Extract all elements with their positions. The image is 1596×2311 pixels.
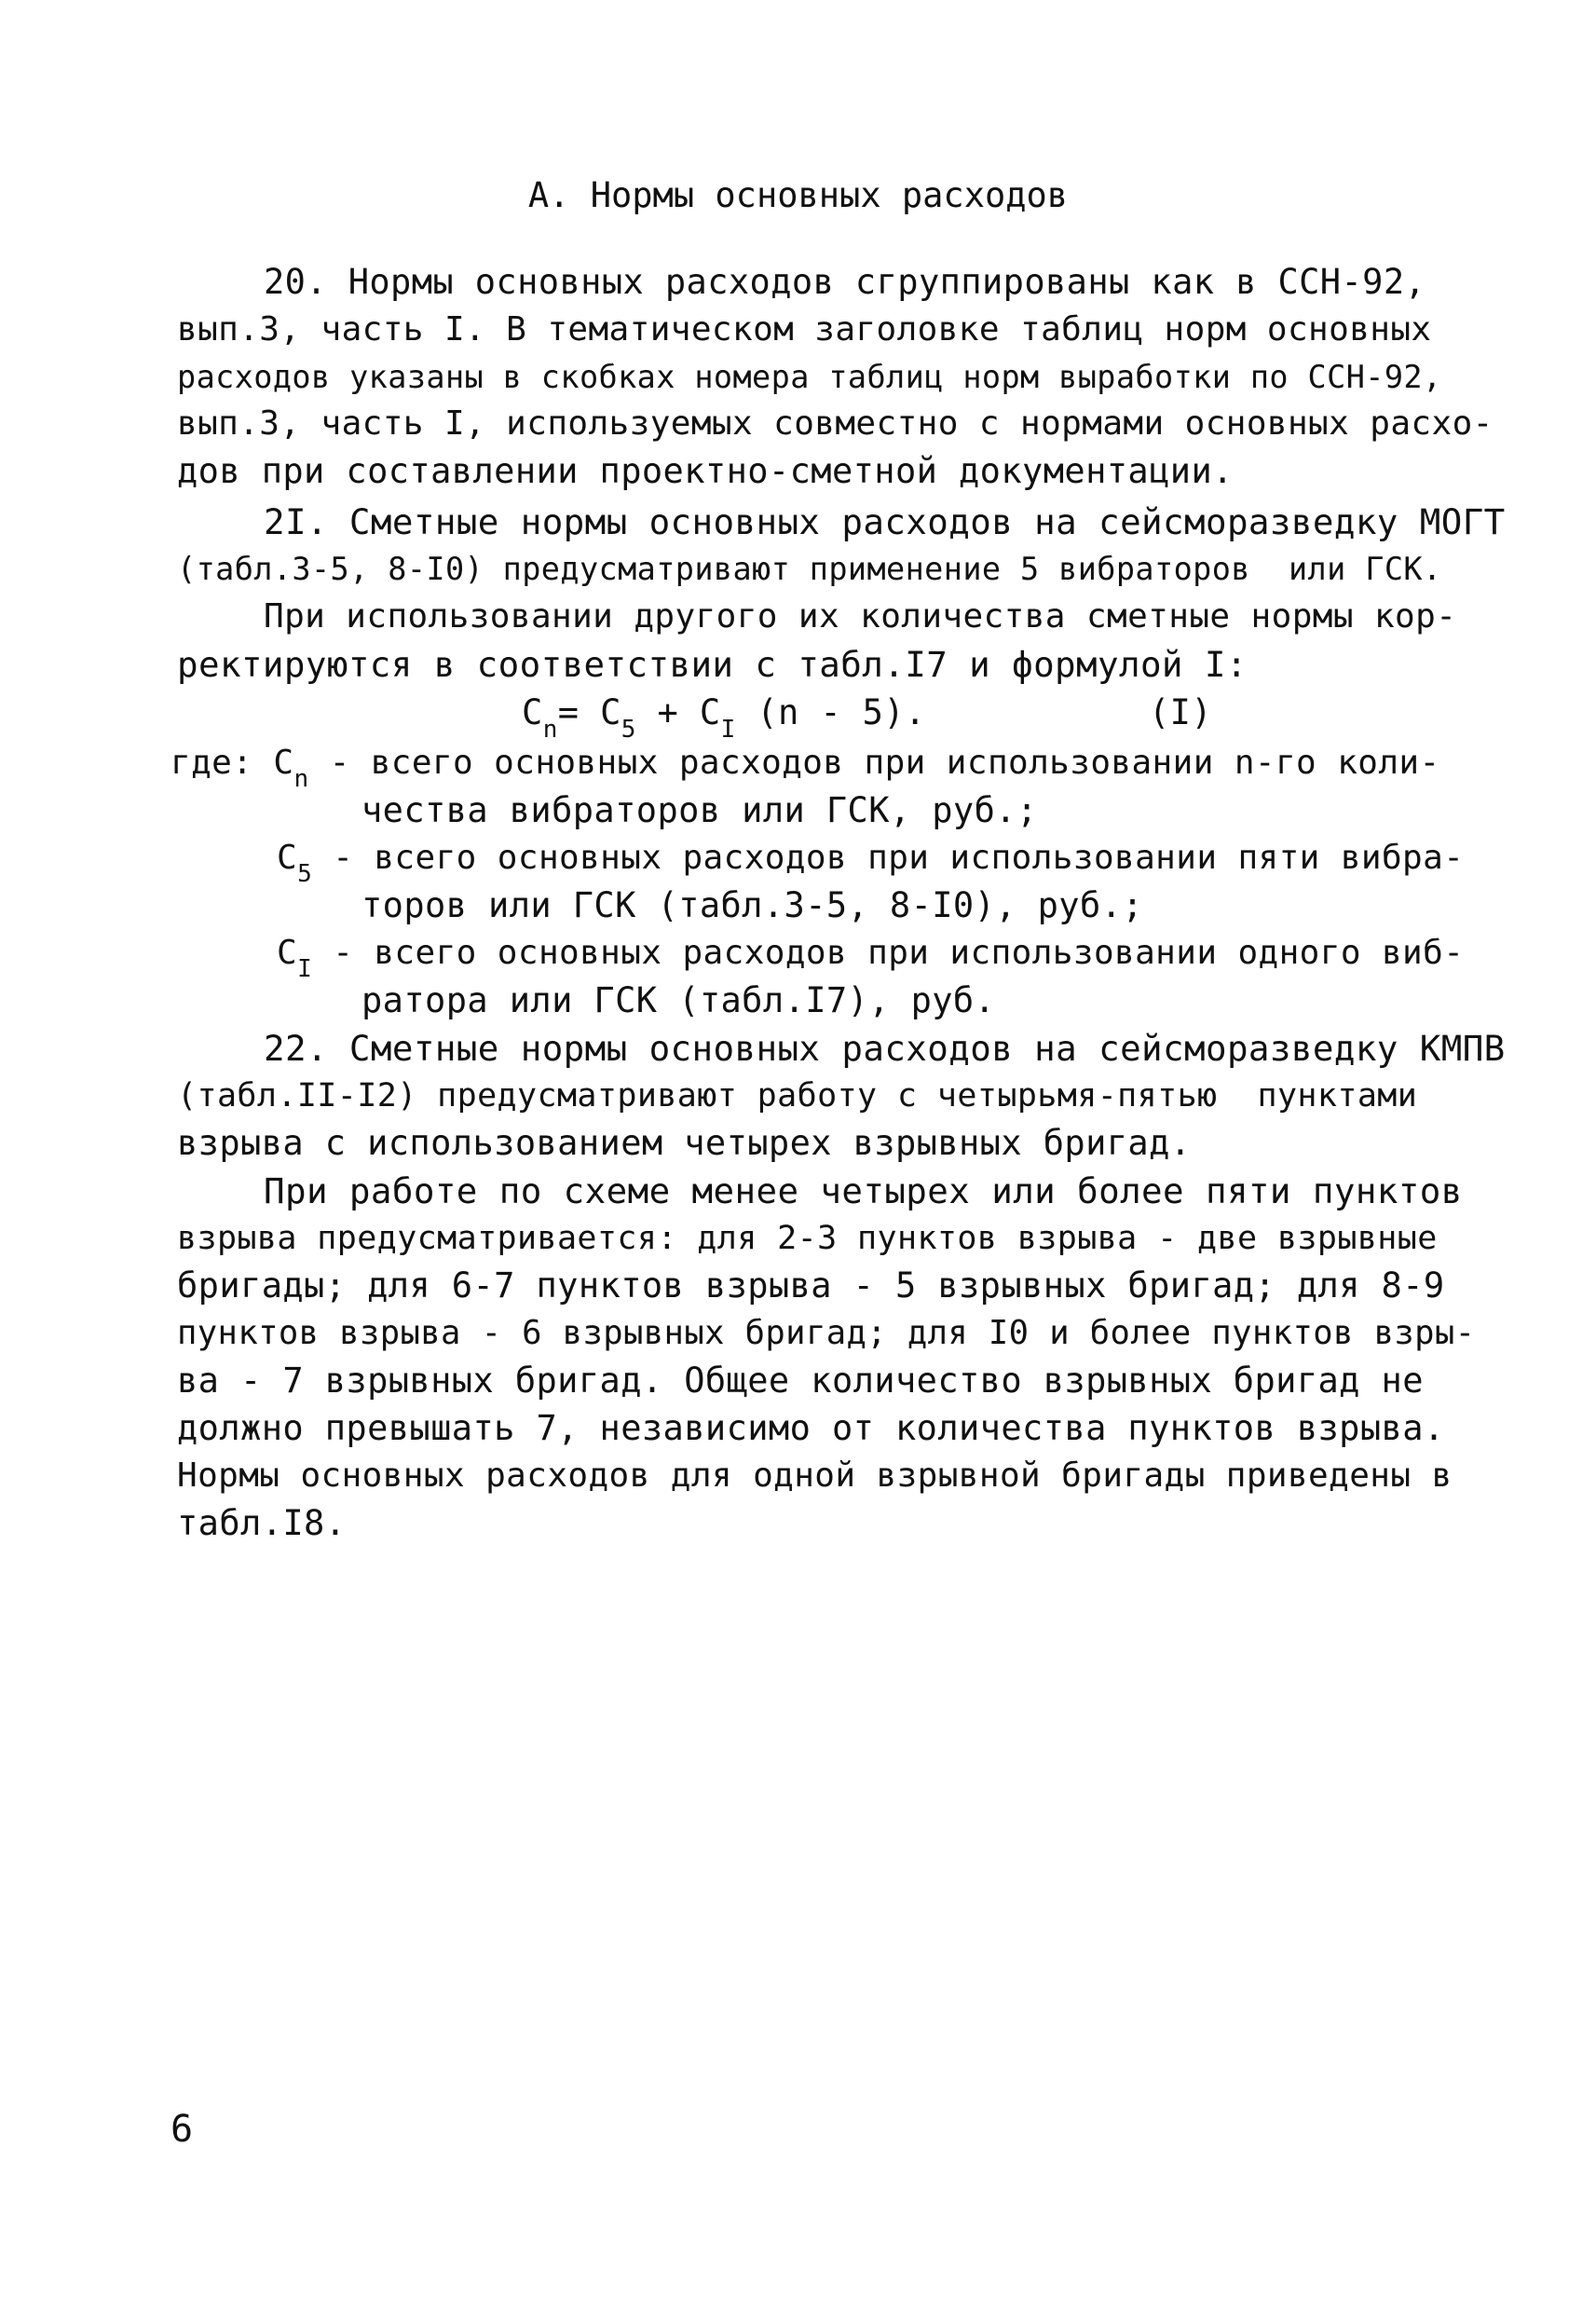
paragraph-20-line-3: расходов указаны в скобках номера таблиц норм выработки по ССН-92, bbox=[177, 359, 1442, 395]
paragraph-22-line-3: взрыва с использованием четырех взрывных бригад. bbox=[177, 1123, 1192, 1163]
paragraph-22b-line-5: ва - 7 взрывных бригад. Общее количество взрывных бригад не bbox=[177, 1361, 1424, 1401]
paragraph-22b-line-6: должно превышать 7, независимо от количества пунктов взрыва. bbox=[177, 1408, 1445, 1448]
paragraph-20-line-2: вып.3, часть I. В тематическом заголовке таблиц норм основных bbox=[177, 310, 1432, 349]
formula-plus: + C bbox=[635, 692, 721, 732]
formula-tail: (n - 5). bbox=[735, 692, 926, 732]
paragraph-22b-line-1: При работе по схеме менее четырех или более пяти пунктов bbox=[264, 1170, 1463, 1211]
formula bbox=[522, 690, 926, 744]
definition-cn-line-2: чества вибраторов или ГСК, руб.; bbox=[361, 790, 1038, 830]
definition-c1-line-1: $C_I$ - всего основных расходов при использовании одного виб- bbox=[277, 934, 1465, 983]
paragraph-21-line-4: ректируются в соответствии с табл.I7 и формулой I: bbox=[177, 644, 1248, 685]
paragraph-20-line-1: 20. Нормы основных расходов сгруппированы как в ССН-92, bbox=[264, 262, 1426, 302]
formula-eq: = C bbox=[557, 692, 621, 732]
paragraph-22b-line-7: Нормы основных расходов для одной взрывной бригады приведены в bbox=[177, 1456, 1453, 1495]
paragraph-22b-line-3: бригады; для 6-7 пунктов взрыва - 5 взрывных бригад; для 8-9 bbox=[177, 1265, 1445, 1306]
paragraph-22-line-1: 22. Сметные нормы основных расходов на сейсморазведку КМПВ bbox=[264, 1028, 1506, 1069]
definition-c5-line-1: $C_5$ - всего основных расходов при использовании пяти вибра- bbox=[277, 839, 1465, 888]
paragraph-20-line-5: дов при составлении проектно-сметной документации. bbox=[177, 451, 1234, 491]
paragraph-21-line-1: 2I. Сметные нормы основных расходов на сейсморазведку МОГТ bbox=[264, 501, 1506, 542]
formula-c5-sub: 5 bbox=[621, 716, 636, 744]
definition-cn-line-1: где: $C_n$ - всего основных расходов при использовании n-го коли- bbox=[171, 744, 1440, 793]
section-heading: А. Нормы основных расходов bbox=[527, 175, 1069, 215]
formula-c1-sub: I bbox=[720, 716, 736, 744]
paragraph-21-line-3: При использовании другого их количества сметные нормы кор- bbox=[264, 597, 1457, 636]
formula-lhs-sub: n bbox=[542, 716, 558, 744]
paragraph-22-line-2: (табл.II-I2) предусматривают работу с четырьмя-пятью пунктами bbox=[177, 1077, 1418, 1114]
paragraph-22b-line-4: пунктов взрыва - 6 взрывных бригад; для I0 и более пунктов взры- bbox=[177, 1314, 1476, 1352]
formula-number: (I) bbox=[1149, 692, 1213, 732]
paragraph-22b-line-8: табл.I8. bbox=[177, 1503, 347, 1543]
definition-c1-line-2: ратора или ГСК (табл.I7), руб. bbox=[361, 980, 996, 1020]
definition-c5-line-2: торов или ГСК (табл.3-5, 8-I0), руб.; bbox=[361, 885, 1144, 925]
formula-lhs: C bbox=[522, 692, 543, 732]
paragraph-22b-line-2: взрыва предусматривается: для 2-3 пунктов взрыва - две взрывные bbox=[177, 1220, 1438, 1257]
page-number: 6 bbox=[171, 2108, 194, 2151]
paragraph-21-line-2: (табл.3-5, 8-I0) предусматривают применение 5 вибраторов или ГСК. bbox=[177, 551, 1442, 587]
paragraph-20-line-4: вып.3, часть I, используемых совместно с нормами основных расхо- bbox=[177, 404, 1494, 443]
